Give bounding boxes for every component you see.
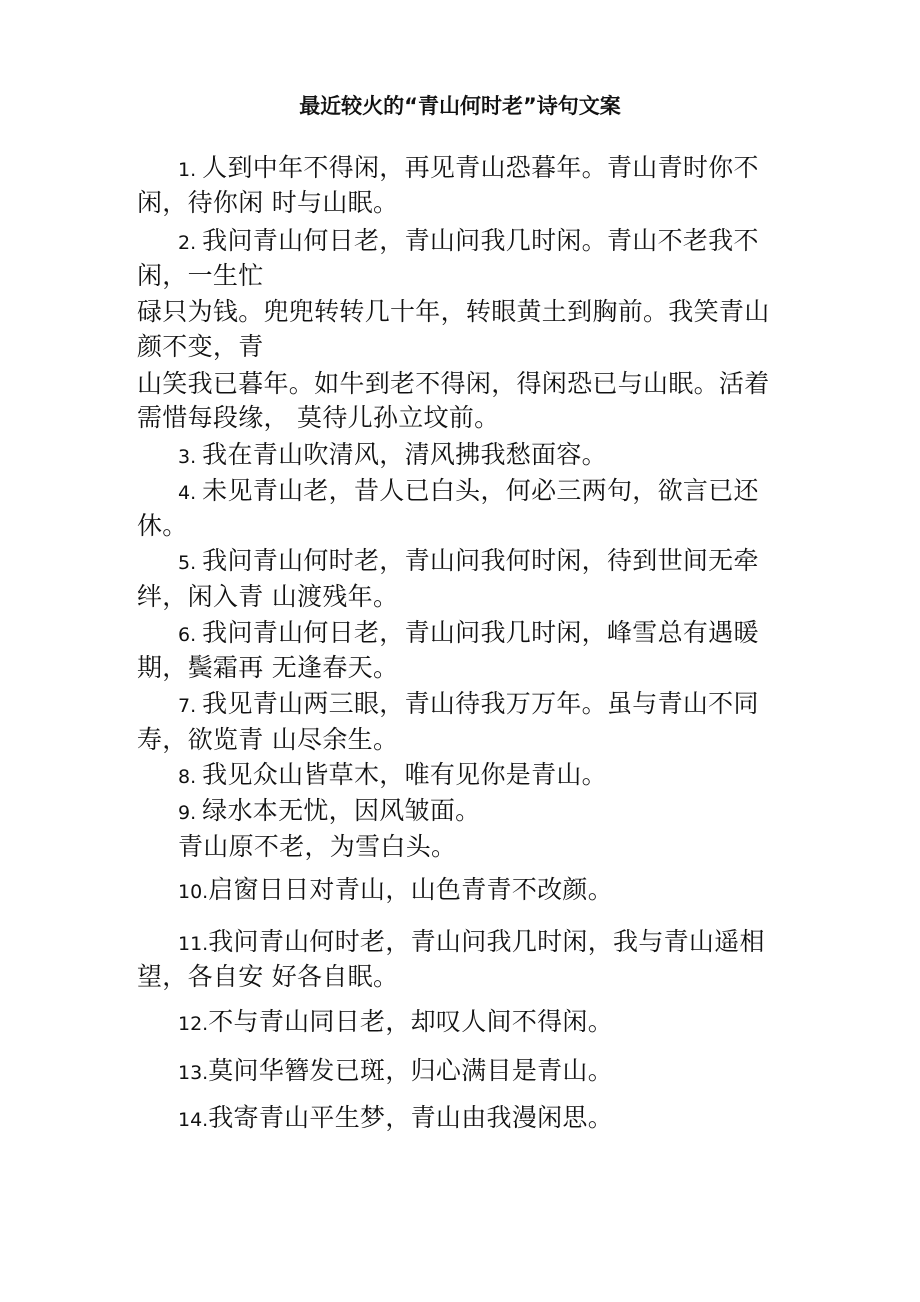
poem-line: 未见青山老，昔人已白头，何必三两句，欲言已还 [202, 476, 759, 505]
poem-line: 山笑我已暮年。如牛到老不得闲，得闲恐已与山眠。活着 [137, 369, 770, 398]
item-number: 8. [178, 766, 203, 788]
poem-line: 需惜每段缘， 莫待儿孙立坟前。 [137, 403, 500, 432]
poem-line: 我寄青山平生梦，青山由我漫闲思。 [208, 1103, 614, 1132]
page-title: 最近较火的“青山何时老”诗句文案 [299, 94, 621, 118]
item-number: 14. [178, 1109, 209, 1131]
item-number: 3. [178, 446, 203, 468]
poem-item-8 [178, 758, 607, 792]
item-number: 4. [178, 482, 203, 504]
poem-line: 闲，一生忙 [137, 261, 264, 290]
poem-item-4 [178, 474, 759, 508]
poem-line: 寿，欲览青 山尽余生。 [137, 725, 399, 754]
item-number: 11. [178, 933, 209, 955]
item-number: 7. [178, 695, 203, 717]
item-number: 6. [178, 624, 203, 646]
item-number: 2. [178, 232, 203, 254]
poem-item-3 [178, 438, 607, 472]
poem-item-1 [178, 151, 759, 185]
poem-item-10 [178, 873, 613, 907]
poem-line: 闲，待你闲 时与山眠。 [137, 188, 399, 217]
poem-line: 绿水本无忧，因风皱面。 [202, 796, 481, 825]
poem-line: 青山原不老，为雪白头。 [178, 832, 457, 861]
poem-line: 望，各自安 好各自眠。 [137, 962, 399, 991]
poem-item-9 [178, 794, 480, 828]
item-number: 10. [178, 881, 209, 903]
poem-line: 不与青山同日老，却叹人间不得闲。 [208, 1007, 614, 1036]
poem-line: 人到中年不得闲，再见青山恐暮年。青山青时你不 [202, 153, 759, 182]
poem-line: 我问青山何日老，青山问我几时闲。青山不老我不 [202, 226, 759, 255]
poem-item-2 [178, 224, 759, 258]
poem-line: 碌只为钱。兜兜转转几十年，转眼黄土到胸前。我笑青山 [137, 297, 770, 326]
poem-item-14 [178, 1101, 613, 1135]
poem-line: 期，鬓霜再 无逢春天。 [137, 653, 399, 682]
poem-line: 启窗日日对青山，山色青青不改颜。 [208, 875, 614, 904]
item-number: 5. [178, 552, 203, 574]
poem-line: 我见众山皆草木，唯有见你是青山。 [202, 760, 607, 789]
poem-line: 我问青山何时老，青山问我何时闲，待到世间无牵 [202, 546, 759, 575]
item-number: 1. [178, 159, 203, 181]
item-number: 12. [178, 1013, 209, 1035]
poem-item-13 [178, 1054, 613, 1088]
poem-item-5 [178, 544, 759, 578]
poem-line: 颜不变，青 [137, 332, 264, 361]
item-number: 9. [178, 802, 203, 824]
poem-line: 我见青山两三眼，青山待我万万年。虽与青山不同 [202, 689, 759, 718]
poem-line: 我问青山何日老，青山问我几时闲，峰雪总有遇暖 [202, 618, 759, 647]
item-number: 13. [178, 1062, 209, 1084]
poem-item-7 [178, 687, 759, 721]
poem-item-12 [178, 1005, 613, 1039]
poem-line: 莫问华簪发已斑，归心满目是青山。 [208, 1056, 614, 1085]
poem-line: 我在青山吹清风，清风拂我愁面容。 [202, 440, 607, 469]
poem-line: 绊，闲入青 山渡残年。 [137, 582, 399, 611]
poem-line: 休。 [137, 511, 188, 540]
poem-item-6 [178, 616, 759, 650]
poem-line: 我问青山何时老，青山问我几时闲，我与青山遥相 [208, 927, 765, 956]
poem-item-11 [178, 925, 765, 959]
